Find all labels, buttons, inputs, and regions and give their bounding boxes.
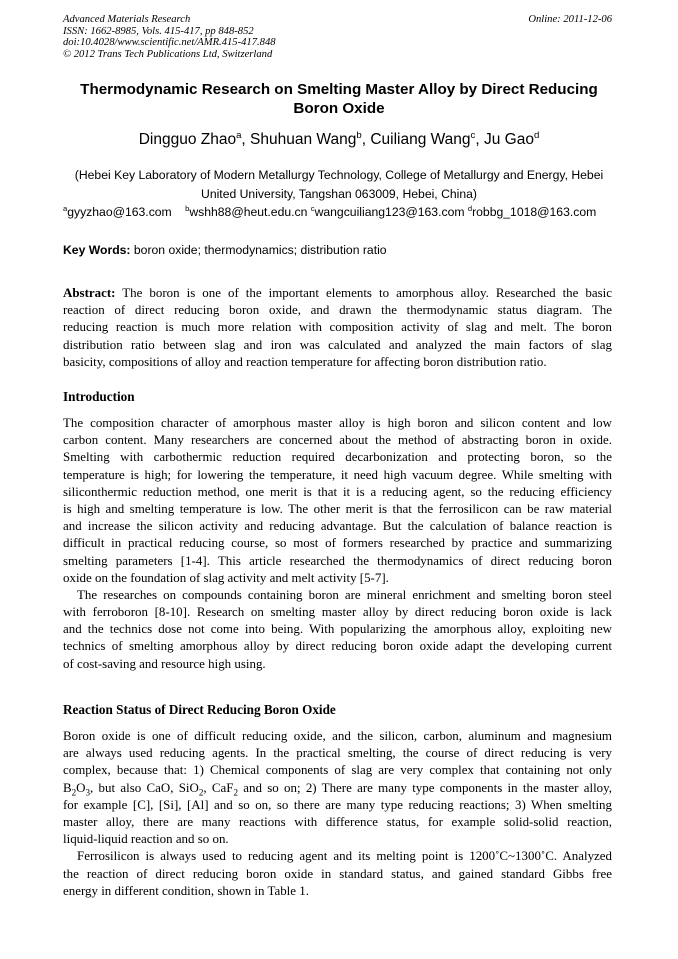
affiliation-line-2: United University, Tangshan 063009, Hebei, China) [201,186,477,201]
body-line: liquid-liquid reaction and so on. [63,831,229,847]
email-list [63,204,596,220]
author-name: Cuiliang Wang [370,131,471,148]
body-line: and the technics dose not come into being. With popularizing the amorphous alloy, exploiting new [63,621,612,637]
email-mark: a [63,203,68,213]
body-line: siliconthermic reduction method, one merit is that it is a reducing agent, so the reducing efficiency [63,483,612,499]
author-name: Shuhuan Wang [250,131,357,148]
author-mark: d [533,129,540,141]
keywords-label: Key Words: [63,243,131,257]
author-separator: , [361,131,371,148]
online-date: Online: 2011-12-06 [528,14,612,25]
introduction-body [63,414,612,672]
author-mark: c [470,129,476,141]
journal-header [63,14,276,60]
body-line: with ferroboron [8-10]. Research on smelting master alloy by direct reducing boron oxide is lack [63,604,612,620]
body-line: the reaction of direct reducing boron oxide in standard status, and gained standard Gibbs free [63,865,612,881]
copyright-line: © 2012 Trans Tech Publications Ltd, Switzerland [63,48,273,60]
author-mark: b [356,129,362,141]
body-line: oxide on the foundation of slag activity and melt activity [5-7]. [63,569,389,585]
section-heading-introduction: Introduction [63,389,135,404]
email-link[interactable]: robbg_1018@163.com [472,205,597,219]
body-line: Smelting with carbothermic reduction required decarbonization and protecting boron, so the [63,449,612,465]
abstract [63,284,612,370]
title-line-2: Boron Oxide [293,100,385,117]
abstract-line: reducing reaction is much more relation with composition activity of slag and melt. The boron [63,319,612,335]
body-line: master alloy, there are many reactions with difference status, for example solid-solid reaction, [63,813,612,829]
body-line: and increase the silicon activity and reducing advantage. But the calculation of balance reaction is [63,518,612,534]
author-mark: a [236,129,242,141]
issn-line: ISSN: 1662-8985, Vols. 415-417, pp 848-852 [63,25,254,37]
title-line-1: Thermodynamic Research on Smelting Master Alloy by Direct Reducing [80,81,598,98]
journal-name: Advanced Materials Research [63,14,191,25]
keywords [63,242,387,258]
body-line: technics of smelting amorphous alloy by direct reducing boron oxide adapt the developing current [63,638,612,654]
body-line: complex, because that: 1) Chemical components of slag are very complex that containing not only [63,762,612,778]
body-line: carbon content. Many researchers are concerned about the method of abstracting boron in oxide. [63,432,612,448]
author-separator: , [475,131,484,148]
body-line: energy in different condition, shown in Table 1. [63,882,309,898]
email-link[interactable]: gyyzhao@163.com [67,205,172,219]
abstract-line: Abstract: The boron is one of the important elements to amorphous alloy. Researched the basic [63,285,612,300]
section-heading-reaction-status: Reaction Status of Direct Reducing Boron Oxide [63,702,336,717]
keywords-value: boron oxide; thermodynamics; distribution ratio [133,243,387,257]
abstract-line: basicity, compositions of alloy and reaction temperature for affecting boron distribution ratio. [63,353,547,369]
body-line: The composition character of amorphous master alloy is high boron and silicon content and low [63,415,612,430]
reaction-status-body [63,727,612,899]
email-link[interactable]: wshh88@heut.edu.cn [189,205,308,219]
body-line: smelting parameters [1-4]. This article researched the thermodynamics of direct reducing boron [63,552,612,568]
body-line: difficult in practical reducing course, so most of formers researched by practice and summarizing [63,535,612,551]
email-mark: b [185,203,190,213]
body-line: Ferrosilicon is always used to reducing agent and its melting point is 1200˚C~1300˚C. Analyzed [77,848,612,864]
body-line: is high and smelting temperature is low. The other merit is that the ferrosilicon can be raw material [63,500,612,516]
body-line: are always used reducing agents. In the practical smelting, the course of direct reducing is very [63,745,612,761]
affiliation [55,166,623,203]
author-separator: , [241,131,251,148]
doi-line: doi:10.4028/www.scientific.net/AMR.415-417.848 [63,37,276,48]
email-link[interactable]: wangcuiliang123@163.com [314,205,465,219]
body-line: The researches on compounds containing boron are mineral enrichment and smelting boron steel [77,586,612,602]
paper-title [50,80,628,118]
body-line: Boron oxide is one of difficult reducing oxide, and the silicon, carbon, aluminum and magnesium [63,728,612,743]
affiliation-line-1: (Hebei Key Laboratory of Modern Metallurgy Technology, College of Metallurgy and Energy, Hebei [74,168,604,182]
author-name: Dingguo Zhao [138,131,237,148]
email-mark: c [310,203,315,213]
body-line: of cost-saving and resource high using. [63,655,266,671]
author-list [50,130,628,150]
email-mark: d [467,203,473,213]
author-name: Ju Gao [483,131,534,148]
body-line: temperature is high; for lowering the temperature, it need high vacuum degree. While smelting with [63,466,612,482]
body-line: for example [C], [Si], [Al] and so on, so there are many type reducing reactions; 3) When smelting [63,796,612,812]
abstract-label: Abstract: [63,285,116,300]
body-line-formula: $B_2O_3$, but also CaO, SiO$_2$, CaF$_2$ and so on; 2) There are many type components in the master alloy, [63,779,612,798]
abstract-line: reaction of direct reducing boron oxide, and drawn the thermodynamic status diagram. The [63,302,612,318]
abstract-line: distribution ratio between slag and iron was calculated and analyzed the main factors of slag [63,336,612,352]
